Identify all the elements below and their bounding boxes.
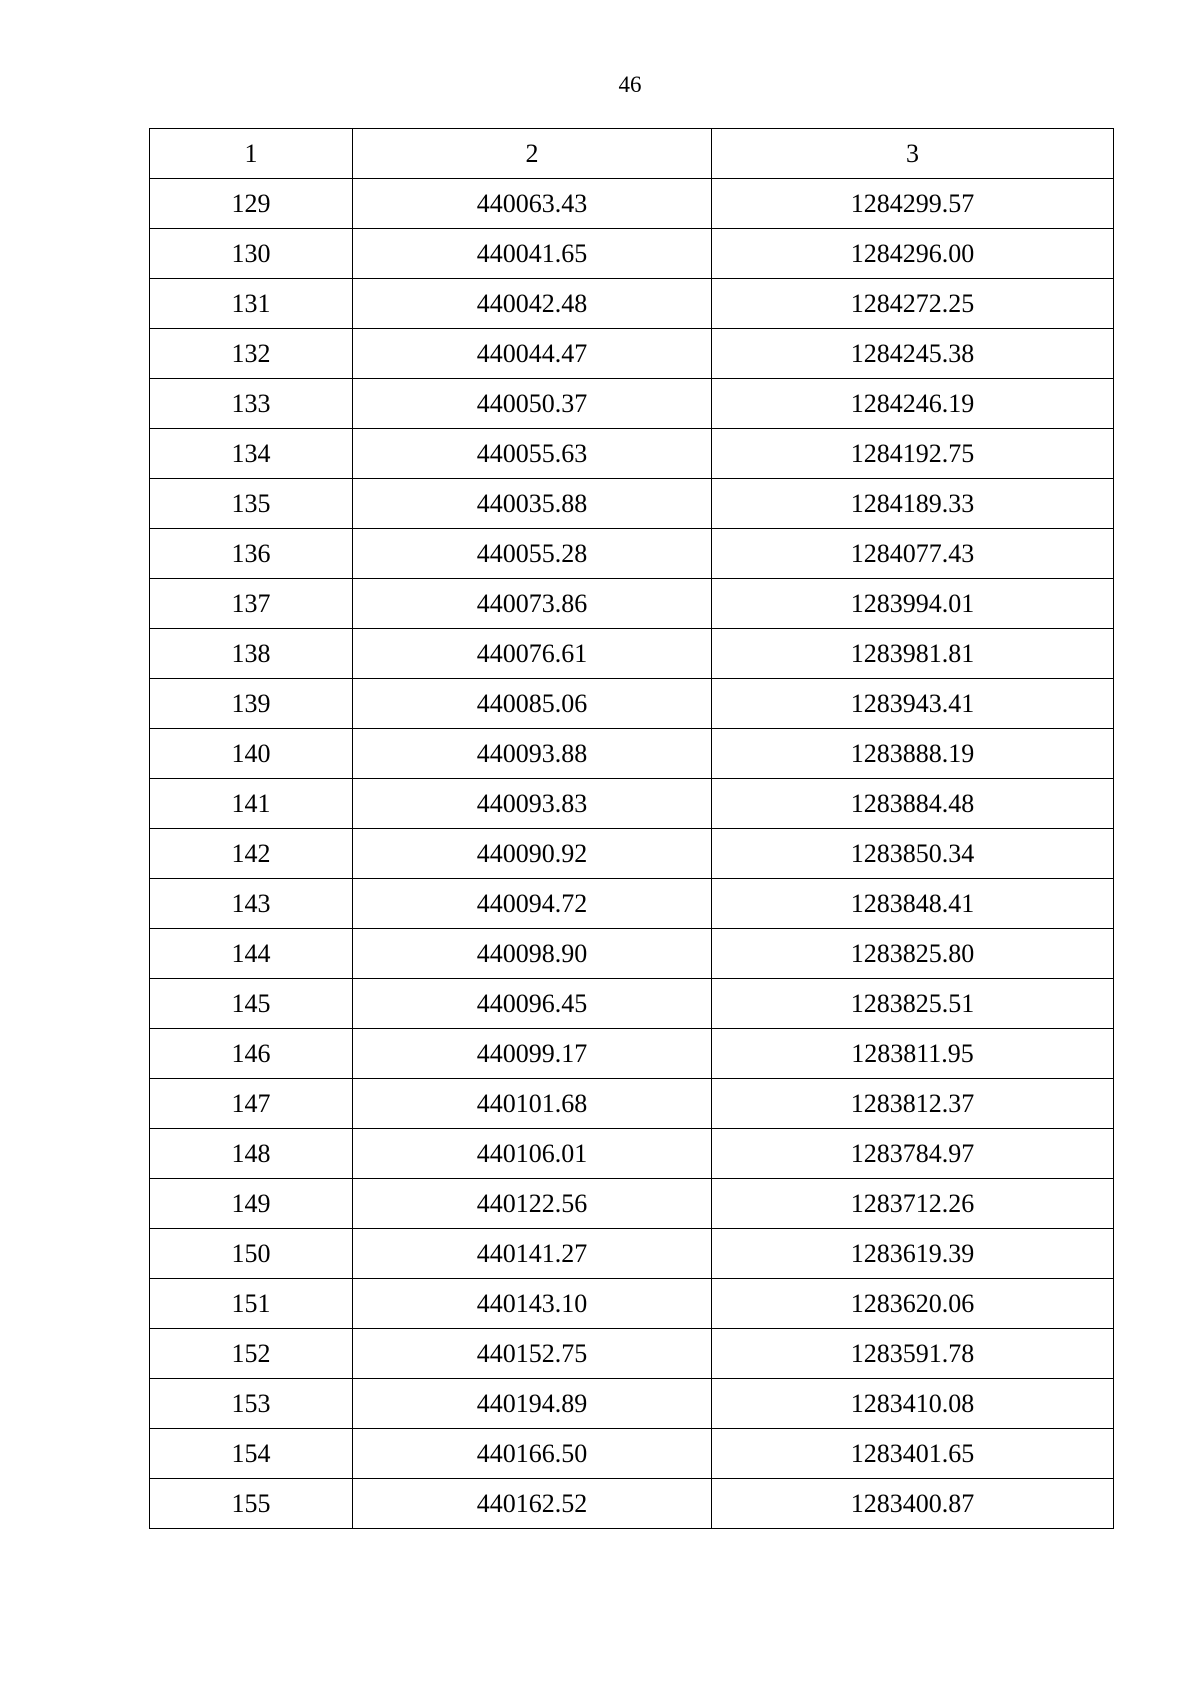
y-coordinate-cell: 1283410.08: [712, 1379, 1114, 1429]
y-coordinate-cell: 1283811.95: [712, 1029, 1114, 1079]
table-row: [150, 1129, 1114, 1179]
y-coordinate-cell: 1284272.25: [712, 279, 1114, 329]
table-row: [150, 179, 1114, 229]
y-coordinate-cell: 1284077.43: [712, 529, 1114, 579]
x-coordinate-cell: 440194.89: [353, 1379, 712, 1429]
y-coordinate-cell: 1284246.19: [712, 379, 1114, 429]
y-coordinate-cell: 1283712.26: [712, 1179, 1114, 1229]
y-coordinate-cell: 1283825.51: [712, 979, 1114, 1029]
x-coordinate-cell: 440085.06: [353, 679, 712, 729]
x-coordinate-cell: 440162.52: [353, 1479, 712, 1529]
point-number-cell: 134: [150, 429, 353, 479]
table-row: [150, 1029, 1114, 1079]
point-number-cell: 132: [150, 329, 353, 379]
point-number-cell: 140: [150, 729, 353, 779]
y-coordinate-cell: 1284245.38: [712, 329, 1114, 379]
table-row: [150, 329, 1114, 379]
point-number-cell: 151: [150, 1279, 353, 1329]
point-number-cell: 139: [150, 679, 353, 729]
page-number: 46: [618, 72, 642, 97]
y-coordinate-cell: 1283994.01: [712, 579, 1114, 629]
y-coordinate-cell: 1283825.80: [712, 929, 1114, 979]
table-body: [150, 129, 1114, 1529]
coordinates-table: [149, 128, 1114, 1529]
x-coordinate-cell: 440101.68: [353, 1079, 712, 1129]
table-row: [150, 679, 1114, 729]
table-row: [150, 429, 1114, 479]
table-row: [150, 1279, 1114, 1329]
table-row: [150, 1479, 1114, 1529]
table-row: [150, 229, 1114, 279]
y-coordinate-cell: 1283850.34: [712, 829, 1114, 879]
x-coordinate-cell: 440099.17: [353, 1029, 712, 1079]
table-row: [150, 629, 1114, 679]
x-coordinate-cell: 440063.43: [353, 179, 712, 229]
y-coordinate-cell: 1283943.41: [712, 679, 1114, 729]
header-cell-3: 3: [712, 129, 1114, 179]
x-coordinate-cell: 440093.88: [353, 729, 712, 779]
table-row: [150, 479, 1114, 529]
x-coordinate-cell: 440106.01: [353, 1129, 712, 1179]
x-coordinate-cell: 440122.56: [353, 1179, 712, 1229]
point-number-cell: 133: [150, 379, 353, 429]
table-row: [150, 379, 1114, 429]
x-coordinate-cell: 440096.45: [353, 979, 712, 1029]
point-number-cell: 130: [150, 229, 353, 279]
x-coordinate-cell: 440076.61: [353, 629, 712, 679]
y-coordinate-cell: 1283848.41: [712, 879, 1114, 929]
table-header-row: [150, 129, 1114, 179]
table-row: [150, 1229, 1114, 1279]
point-number-cell: 150: [150, 1229, 353, 1279]
y-coordinate-cell: 1283784.97: [712, 1129, 1114, 1179]
point-number-cell: 141: [150, 779, 353, 829]
table-row: [150, 929, 1114, 979]
table-row: [150, 979, 1114, 1029]
table-row: [150, 779, 1114, 829]
header-cell-1: 1: [150, 129, 353, 179]
x-coordinate-cell: 440050.37: [353, 379, 712, 429]
x-coordinate-cell: 440055.63: [353, 429, 712, 479]
y-coordinate-cell: 1283619.39: [712, 1229, 1114, 1279]
y-coordinate-cell: 1283400.87: [712, 1479, 1114, 1529]
y-coordinate-cell: 1283591.78: [712, 1329, 1114, 1379]
table-row: [150, 529, 1114, 579]
x-coordinate-cell: 440041.65: [353, 229, 712, 279]
table-row: [150, 729, 1114, 779]
y-coordinate-cell: 1284296.00: [712, 229, 1114, 279]
header-cell-2: 2: [353, 129, 712, 179]
point-number-cell: 155: [150, 1479, 353, 1529]
y-coordinate-cell: 1283812.37: [712, 1079, 1114, 1129]
table-row: [150, 1179, 1114, 1229]
y-coordinate-cell: 1283888.19: [712, 729, 1114, 779]
x-coordinate-cell: 440090.92: [353, 829, 712, 879]
point-number-cell: 136: [150, 529, 353, 579]
x-coordinate-cell: 440055.28: [353, 529, 712, 579]
table-row: [150, 279, 1114, 329]
point-number-cell: 154: [150, 1429, 353, 1479]
point-number-cell: 137: [150, 579, 353, 629]
point-number-cell: 143: [150, 879, 353, 929]
point-number-cell: 135: [150, 479, 353, 529]
table-row: [150, 1079, 1114, 1129]
y-coordinate-cell: 1284299.57: [712, 179, 1114, 229]
y-coordinate-cell: 1283620.06: [712, 1279, 1114, 1329]
y-coordinate-cell: 1283884.48: [712, 779, 1114, 829]
x-coordinate-cell: 440141.27: [353, 1229, 712, 1279]
point-number-cell: 152: [150, 1329, 353, 1379]
point-number-cell: 138: [150, 629, 353, 679]
x-coordinate-cell: 440035.88: [353, 479, 712, 529]
x-coordinate-cell: 440152.75: [353, 1329, 712, 1379]
x-coordinate-cell: 440093.83: [353, 779, 712, 829]
table-row: [150, 829, 1114, 879]
point-number-cell: 145: [150, 979, 353, 1029]
point-number-cell: 129: [150, 179, 353, 229]
point-number-cell: 148: [150, 1129, 353, 1179]
point-number-cell: 153: [150, 1379, 353, 1429]
y-coordinate-cell: 1283981.81: [712, 629, 1114, 679]
x-coordinate-cell: 440042.48: [353, 279, 712, 329]
y-coordinate-cell: 1283401.65: [712, 1429, 1114, 1479]
table-row: [150, 579, 1114, 629]
x-coordinate-cell: 440044.47: [353, 329, 712, 379]
y-coordinate-cell: 1284189.33: [712, 479, 1114, 529]
x-coordinate-cell: 440073.86: [353, 579, 712, 629]
point-number-cell: 147: [150, 1079, 353, 1129]
y-coordinate-cell: 1284192.75: [712, 429, 1114, 479]
x-coordinate-cell: 440098.90: [353, 929, 712, 979]
point-number-cell: 142: [150, 829, 353, 879]
point-number-cell: 149: [150, 1179, 353, 1229]
table-row: [150, 1379, 1114, 1429]
table-row: [150, 1429, 1114, 1479]
table-row: [150, 1329, 1114, 1379]
x-coordinate-cell: 440094.72: [353, 879, 712, 929]
table-row: [150, 879, 1114, 929]
x-coordinate-cell: 440166.50: [353, 1429, 712, 1479]
x-coordinate-cell: 440143.10: [353, 1279, 712, 1329]
point-number-cell: 131: [150, 279, 353, 329]
point-number-cell: 144: [150, 929, 353, 979]
point-number-cell: 146: [150, 1029, 353, 1079]
